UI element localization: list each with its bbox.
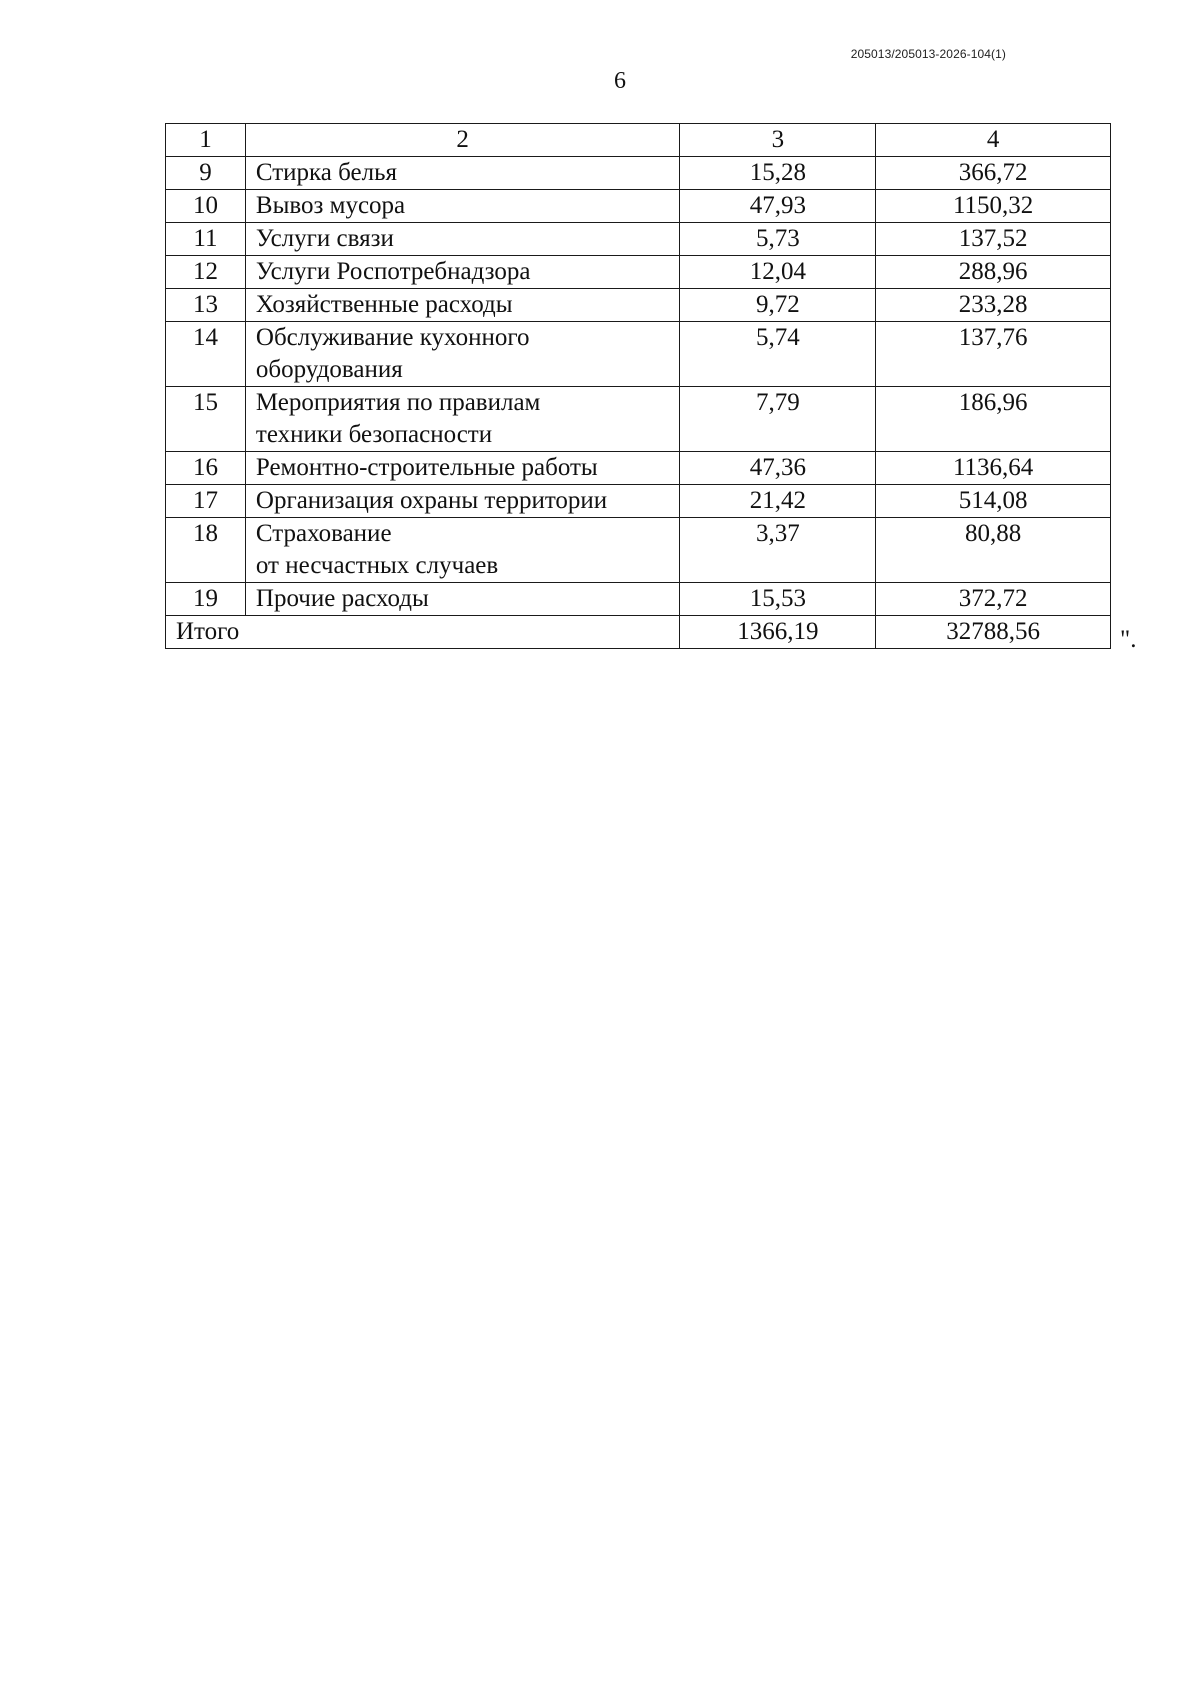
row-value-col4: 137,76: [876, 322, 1111, 387]
row-name-line: Обслуживание кухонного: [255, 324, 530, 351]
row-name: Услуги Роспотребнадзора: [245, 256, 680, 289]
row-name: Ремонтно-строительные работы: [245, 452, 680, 485]
row-value-col4: 1150,32: [876, 190, 1111, 223]
table-row: [166, 190, 1111, 223]
row-number: 12: [166, 256, 246, 289]
row-value-col3: 47,36: [680, 452, 876, 485]
table-row: [166, 157, 1111, 190]
row-name: Хозяйственные расходы: [245, 289, 680, 322]
row-name: Прочие расходы: [245, 583, 680, 616]
row-name-line: Мероприятия по правилам: [255, 389, 541, 416]
row-value-col4: 186,96: [876, 387, 1111, 452]
row-value-col3: 15,53: [680, 583, 876, 616]
column-number-1: 1: [166, 124, 246, 157]
table-header-row: [166, 124, 1111, 157]
document-code: 205013/205013-2026-104(1): [850, 47, 1006, 61]
row-value-col4: 1136,64: [876, 452, 1111, 485]
row-name-line: от несчастных случаев: [255, 552, 499, 579]
column-number-3: 3: [680, 124, 876, 157]
row-name: [245, 322, 680, 387]
table-row: [166, 387, 1111, 452]
table-total-row: [166, 616, 1111, 649]
row-number: 10: [166, 190, 246, 223]
row-value-col3: 15,28: [680, 157, 876, 190]
row-value-col4: 372,72: [876, 583, 1111, 616]
row-value-col3: 9,72: [680, 289, 876, 322]
row-value-col4: 137,52: [876, 223, 1111, 256]
table-row: [166, 518, 1111, 583]
total-value-col4: 32788,56: [876, 616, 1111, 649]
row-number: 11: [166, 223, 246, 256]
row-number: 14: [166, 322, 246, 387]
table-row: [166, 289, 1111, 322]
row-number: 15: [166, 387, 246, 452]
total-label: Итого: [166, 616, 680, 649]
row-value-col3: 5,74: [680, 322, 876, 387]
row-value-col4: 288,96: [876, 256, 1111, 289]
row-value-col3: 12,04: [680, 256, 876, 289]
row-name: Услуги связи: [245, 223, 680, 256]
row-number: 13: [166, 289, 246, 322]
page-number: 6: [614, 68, 626, 94]
table-row: [166, 223, 1111, 256]
table-row: [166, 452, 1111, 485]
row-name-line: Страхование: [255, 520, 392, 547]
row-value-col4: 233,28: [876, 289, 1111, 322]
row-name: [245, 387, 680, 452]
column-number-2: 2: [245, 124, 680, 157]
cost-table: [165, 123, 1111, 649]
total-value-col3: 1366,19: [680, 616, 876, 649]
row-value-col4: 80,88: [876, 518, 1111, 583]
column-number-4: 4: [876, 124, 1111, 157]
row-number: 17: [166, 485, 246, 518]
row-name: Вывоз мусора: [245, 190, 680, 223]
row-number: 19: [166, 583, 246, 616]
row-value-col4: 514,08: [876, 485, 1111, 518]
row-value-col3: 3,37: [680, 518, 876, 583]
row-number: 9: [166, 157, 246, 190]
closing-quote-mark: ".: [1120, 626, 1137, 653]
row-name: [245, 518, 680, 583]
table-row: [166, 583, 1111, 616]
row-value-col3: 5,73: [680, 223, 876, 256]
table-row: [166, 256, 1111, 289]
row-name-line: техники безопасности: [255, 421, 493, 448]
row-value-col3: 21,42: [680, 485, 876, 518]
row-name-line: оборудования: [255, 356, 403, 383]
row-value-col4: 366,72: [876, 157, 1111, 190]
table-row: [166, 485, 1111, 518]
row-value-col3: 47,93: [680, 190, 876, 223]
row-value-col3: 7,79: [680, 387, 876, 452]
row-number: 18: [166, 518, 246, 583]
row-name: Стирка белья: [245, 157, 680, 190]
row-number: 16: [166, 452, 246, 485]
row-name: Организация охраны территории: [245, 485, 680, 518]
table-row: [166, 322, 1111, 387]
